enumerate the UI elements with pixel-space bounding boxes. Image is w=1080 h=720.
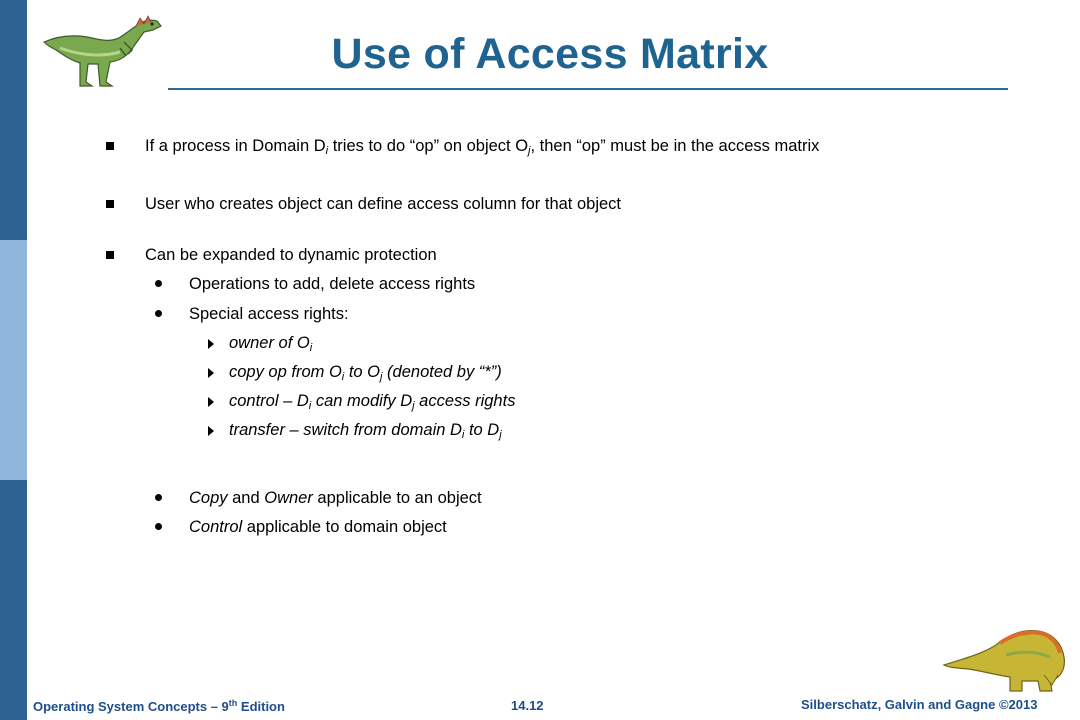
bullet-arrow-icon	[208, 397, 214, 407]
subbullet-text-operations: Operations to add, delete access rights	[189, 275, 476, 293]
dinosaur-icon	[940, 615, 1070, 695]
sidebar-segment-dark	[0, 0, 27, 240]
subsub-text-copy: copy op from $O_i$ to $O_j$ (denoted by “*”)	[229, 363, 502, 383]
subbullet-text-special-rights: Special access rights:	[189, 305, 349, 323]
title-divider	[168, 88, 1008, 90]
subbullet-text-copy-owner: Copy and Owner applicable to an object	[189, 489, 482, 507]
bullet-arrow-icon	[208, 368, 214, 378]
bullet-text-process-op: If a process in Domain $D_i$ tries to do “op” on object $O_j$, then “op” must be in the access matrix	[145, 137, 820, 157]
bullet-arrow-icon	[208, 426, 214, 436]
dinosaur-icon	[40, 8, 165, 90]
bullet-dot-icon	[155, 280, 162, 287]
bullet-arrow-icon	[208, 339, 214, 349]
slide-title: Use of Access Matrix	[331, 30, 769, 78]
subbullet-text-control: Control applicable to domain object	[189, 518, 447, 536]
bullet-text-dynamic-protection: Can be expanded to dynamic protection	[145, 246, 437, 264]
footer-authors: Silberschatz, Galvin and Gagne ©2013	[801, 697, 1038, 712]
bullet-dot-icon	[155, 523, 162, 530]
sidebar-segment-dark	[0, 480, 27, 720]
subsub-text-owner: owner of $O_i$	[229, 334, 313, 354]
bullet-square-icon	[106, 200, 114, 208]
footer-page-number: 14.12	[511, 698, 544, 713]
bullet-dot-icon	[155, 494, 162, 501]
bullet-text-user-creates: User who creates object can define access column for that object	[145, 195, 621, 213]
sidebar-segment-light	[0, 240, 27, 480]
footer-book-title: Operating System Concepts – 9th Edition	[33, 698, 285, 714]
bullet-square-icon	[106, 251, 114, 259]
sidebar-strip	[0, 0, 27, 720]
subsub-text-transfer: transfer – switch from domain $D_i$ to $D_j$	[229, 421, 502, 441]
bullet-square-icon	[106, 142, 114, 150]
bullet-dot-icon	[155, 310, 162, 317]
subsub-text-control: control – $D_i$ can modify $D_j$ access rights	[229, 392, 516, 412]
